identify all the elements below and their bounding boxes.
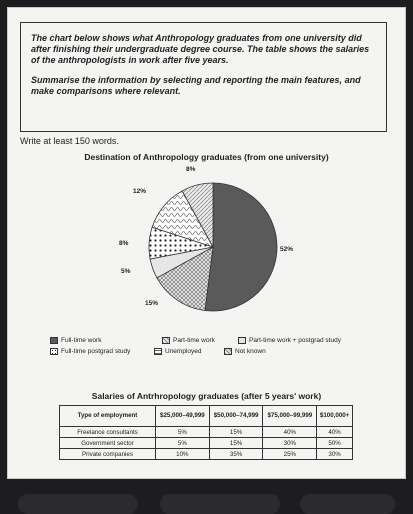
salary-table	[59, 405, 353, 460]
table-cell: 50%	[317, 438, 353, 449]
table-cell: 30%	[317, 449, 353, 460]
legend-item: Part-time work + postgrad study	[238, 337, 341, 344]
table-row	[60, 427, 353, 438]
legend-swatch-icon	[238, 337, 246, 344]
task-description: The chart below shows what Anthropology graduates from one university did after finishing their undergraduate degree course. The table shows the salaries of the anthropologists in work after five years.	[31, 33, 370, 65]
legend-swatch-icon	[162, 337, 170, 344]
table-header-row	[60, 406, 353, 427]
table-title: Salaries of Antrhropology graduates (after 5 years' work)	[91, 391, 322, 401]
legend-item: Full-time work	[50, 337, 101, 344]
bottom-bar-pill	[18, 494, 138, 514]
column-header: $100,000+	[317, 406, 353, 427]
legend-swatch-icon	[50, 337, 58, 344]
slice-label-parttime-postgrad: 5%	[121, 268, 131, 275]
legend-swatch-icon	[224, 348, 232, 355]
table-cell: 10%	[156, 449, 210, 460]
chart-title: Destination of Anthropology graduates (from one university)	[84, 152, 329, 162]
slice-label-parttime: 15%	[145, 300, 159, 307]
legend-item: Not known	[224, 348, 266, 355]
slice-label-not-known: 8%	[186, 166, 196, 173]
table-cell: 25%	[263, 449, 317, 460]
table-cell: 5%	[156, 427, 210, 438]
table-cell: 30%	[263, 438, 317, 449]
column-header: $50,000–74,999	[209, 406, 263, 427]
slice-label-fulltime-postgrad: 8%	[119, 240, 129, 247]
table-cell: 15%	[209, 427, 263, 438]
row-header: Freelance consultants	[60, 427, 156, 438]
slice-fulltime-work	[205, 183, 277, 311]
column-header: $25,000–49,999	[156, 406, 210, 427]
table-cell: 5%	[156, 438, 210, 449]
bottom-bar-pill	[300, 494, 395, 514]
slice-label-unemployed: 12%	[133, 188, 147, 195]
legend-swatch-icon	[50, 348, 58, 355]
slice-label-fulltime: 52%	[280, 246, 294, 253]
legend-item: Full-time postgrad study	[50, 348, 130, 355]
document-page	[8, 8, 405, 478]
table-row	[60, 449, 353, 460]
table-cell: 40%	[263, 427, 317, 438]
word-count-instruction: Write at least 150 words.	[20, 136, 119, 146]
legend-item: Unemployed	[154, 348, 202, 355]
table-cell: 40%	[317, 427, 353, 438]
legend-swatch-icon	[154, 348, 162, 355]
table-row	[60, 438, 353, 449]
bottom-bar	[0, 486, 413, 512]
column-header: $75,000–99,999	[263, 406, 317, 427]
column-header: Type of employment	[60, 406, 156, 427]
row-header: Private companies	[60, 449, 156, 460]
bottom-bar-pill	[160, 494, 280, 514]
pie-chart	[8, 8, 405, 338]
task-instruction: Summarise the information by selecting and reporting the main features, and make comparisons where relevant.	[31, 75, 361, 96]
table-cell: 35%	[209, 449, 263, 460]
table-cell: 15%	[209, 438, 263, 449]
row-header: Government sector	[60, 438, 156, 449]
legend-item: Part-time work	[162, 337, 215, 344]
